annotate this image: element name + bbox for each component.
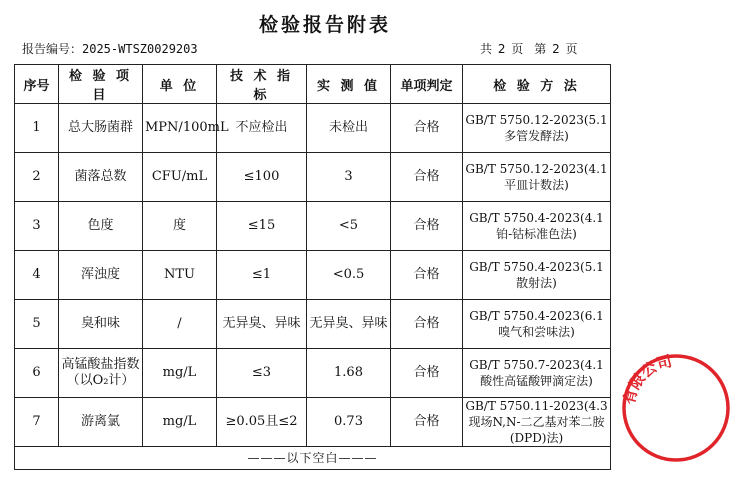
- cell-method: GB/T 5750.4-2023(6.1嗅气和尝味法): [463, 300, 611, 349]
- cell-method: GB/T 5750.12-2023(5.1多管发酵法): [463, 104, 611, 153]
- cell-spec: ≥0.05且≤2: [217, 398, 307, 447]
- cell-item: 色度: [59, 202, 143, 251]
- cell-item: 总大肠菌群: [59, 104, 143, 153]
- table-row: [15, 202, 611, 251]
- cell-value: <5: [307, 202, 391, 251]
- cell-value: 0.73: [307, 398, 391, 447]
- header-spec: 技 术 指 标: [217, 65, 307, 104]
- seal-graphic: [620, 352, 732, 464]
- cell-item: 臭和味: [59, 300, 143, 349]
- cell-item: 浑浊度: [59, 251, 143, 300]
- table-row: [15, 398, 611, 447]
- cell-unit: mg/L: [143, 349, 217, 398]
- cell-judge: 合格: [391, 251, 463, 300]
- cell-spec: ≤3: [217, 349, 307, 398]
- header-unit: 单 位: [143, 65, 217, 104]
- cell-no: 1: [15, 104, 59, 153]
- header-item: 检 验 项 目: [59, 65, 143, 104]
- cell-judge: 合格: [391, 202, 463, 251]
- cell-method: GB/T 5750.12-2023(4.1平皿计数法): [463, 153, 611, 202]
- cell-method: GB/T 5750.4-2023(5.1散射法): [463, 251, 611, 300]
- table-row: [15, 300, 611, 349]
- page-indicator: [480, 40, 589, 57]
- company-seal: [620, 352, 732, 464]
- table-header-row: [15, 65, 611, 104]
- table-row: [15, 251, 611, 300]
- cell-value: <0.5: [307, 251, 391, 300]
- table-row: [15, 104, 611, 153]
- cell-no: 2: [15, 153, 59, 202]
- cell-no: 3: [15, 202, 59, 251]
- header-method: 检 验 方 法: [463, 65, 611, 104]
- header-judge: 单项判定: [391, 65, 463, 104]
- results-table: [14, 64, 611, 470]
- cell-unit: MPN/100mL: [143, 104, 217, 153]
- cell-unit: mg/L: [143, 398, 217, 447]
- seal-ring: [624, 356, 728, 460]
- cell-spec: ≤1: [217, 251, 307, 300]
- cell-value: 3: [307, 153, 391, 202]
- cell-judge: 合格: [391, 398, 463, 447]
- report-number: 报告编号：2025-WTSZ0029203: [22, 42, 198, 56]
- cell-spec: ≤100: [217, 153, 307, 202]
- cell-judge: 合格: [391, 349, 463, 398]
- header-value: 实 测 值: [307, 65, 391, 104]
- footer-row: [15, 447, 611, 470]
- table-row: [15, 349, 611, 398]
- cell-item: 高锰酸盐指数（以O₂计）: [59, 349, 143, 398]
- cell-value: 无异臭、异味: [307, 300, 391, 349]
- cell-spec: ≤15: [217, 202, 307, 251]
- cell-judge: 合格: [391, 300, 463, 349]
- header-no: 序号: [15, 65, 59, 104]
- cell-value: 未检出: [307, 104, 391, 153]
- cell-method: GB/T 5750.7-2023(4.1酸性高锰酸钾滴定法): [463, 349, 611, 398]
- pages-total: 共 2 页: [480, 42, 525, 56]
- cell-judge: 合格: [391, 104, 463, 153]
- cell-unit: /: [143, 300, 217, 349]
- cell-unit: 度: [143, 202, 217, 251]
- page-title: 检验报告附表: [258, 14, 391, 36]
- cell-spec: 不应检出: [217, 104, 307, 153]
- page-current: 第 2 页: [534, 42, 579, 56]
- cell-method: GB/T 5750.4-2023(4.1铂-钴标准色法): [463, 202, 611, 251]
- cell-no: 6: [15, 349, 59, 398]
- cell-value: 1.68: [307, 349, 391, 398]
- blank-below-note: ———以下空白———: [15, 447, 611, 470]
- cell-item: 菌落总数: [59, 153, 143, 202]
- cell-item: 游离氯: [59, 398, 143, 447]
- cell-no: 7: [15, 398, 59, 447]
- cell-no: 5: [15, 300, 59, 349]
- cell-unit: NTU: [143, 251, 217, 300]
- cell-spec: 无异臭、异味: [217, 300, 307, 349]
- seal-text: 有限公司: [620, 352, 674, 407]
- cell-unit: CFU/mL: [143, 153, 217, 202]
- table-row: [15, 153, 611, 202]
- cell-method: GB/T 5750.11-2023(4.3现场N,N-二乙基对苯二胺(DPD)法): [463, 398, 611, 447]
- cell-judge: 合格: [391, 153, 463, 202]
- cell-no: 4: [15, 251, 59, 300]
